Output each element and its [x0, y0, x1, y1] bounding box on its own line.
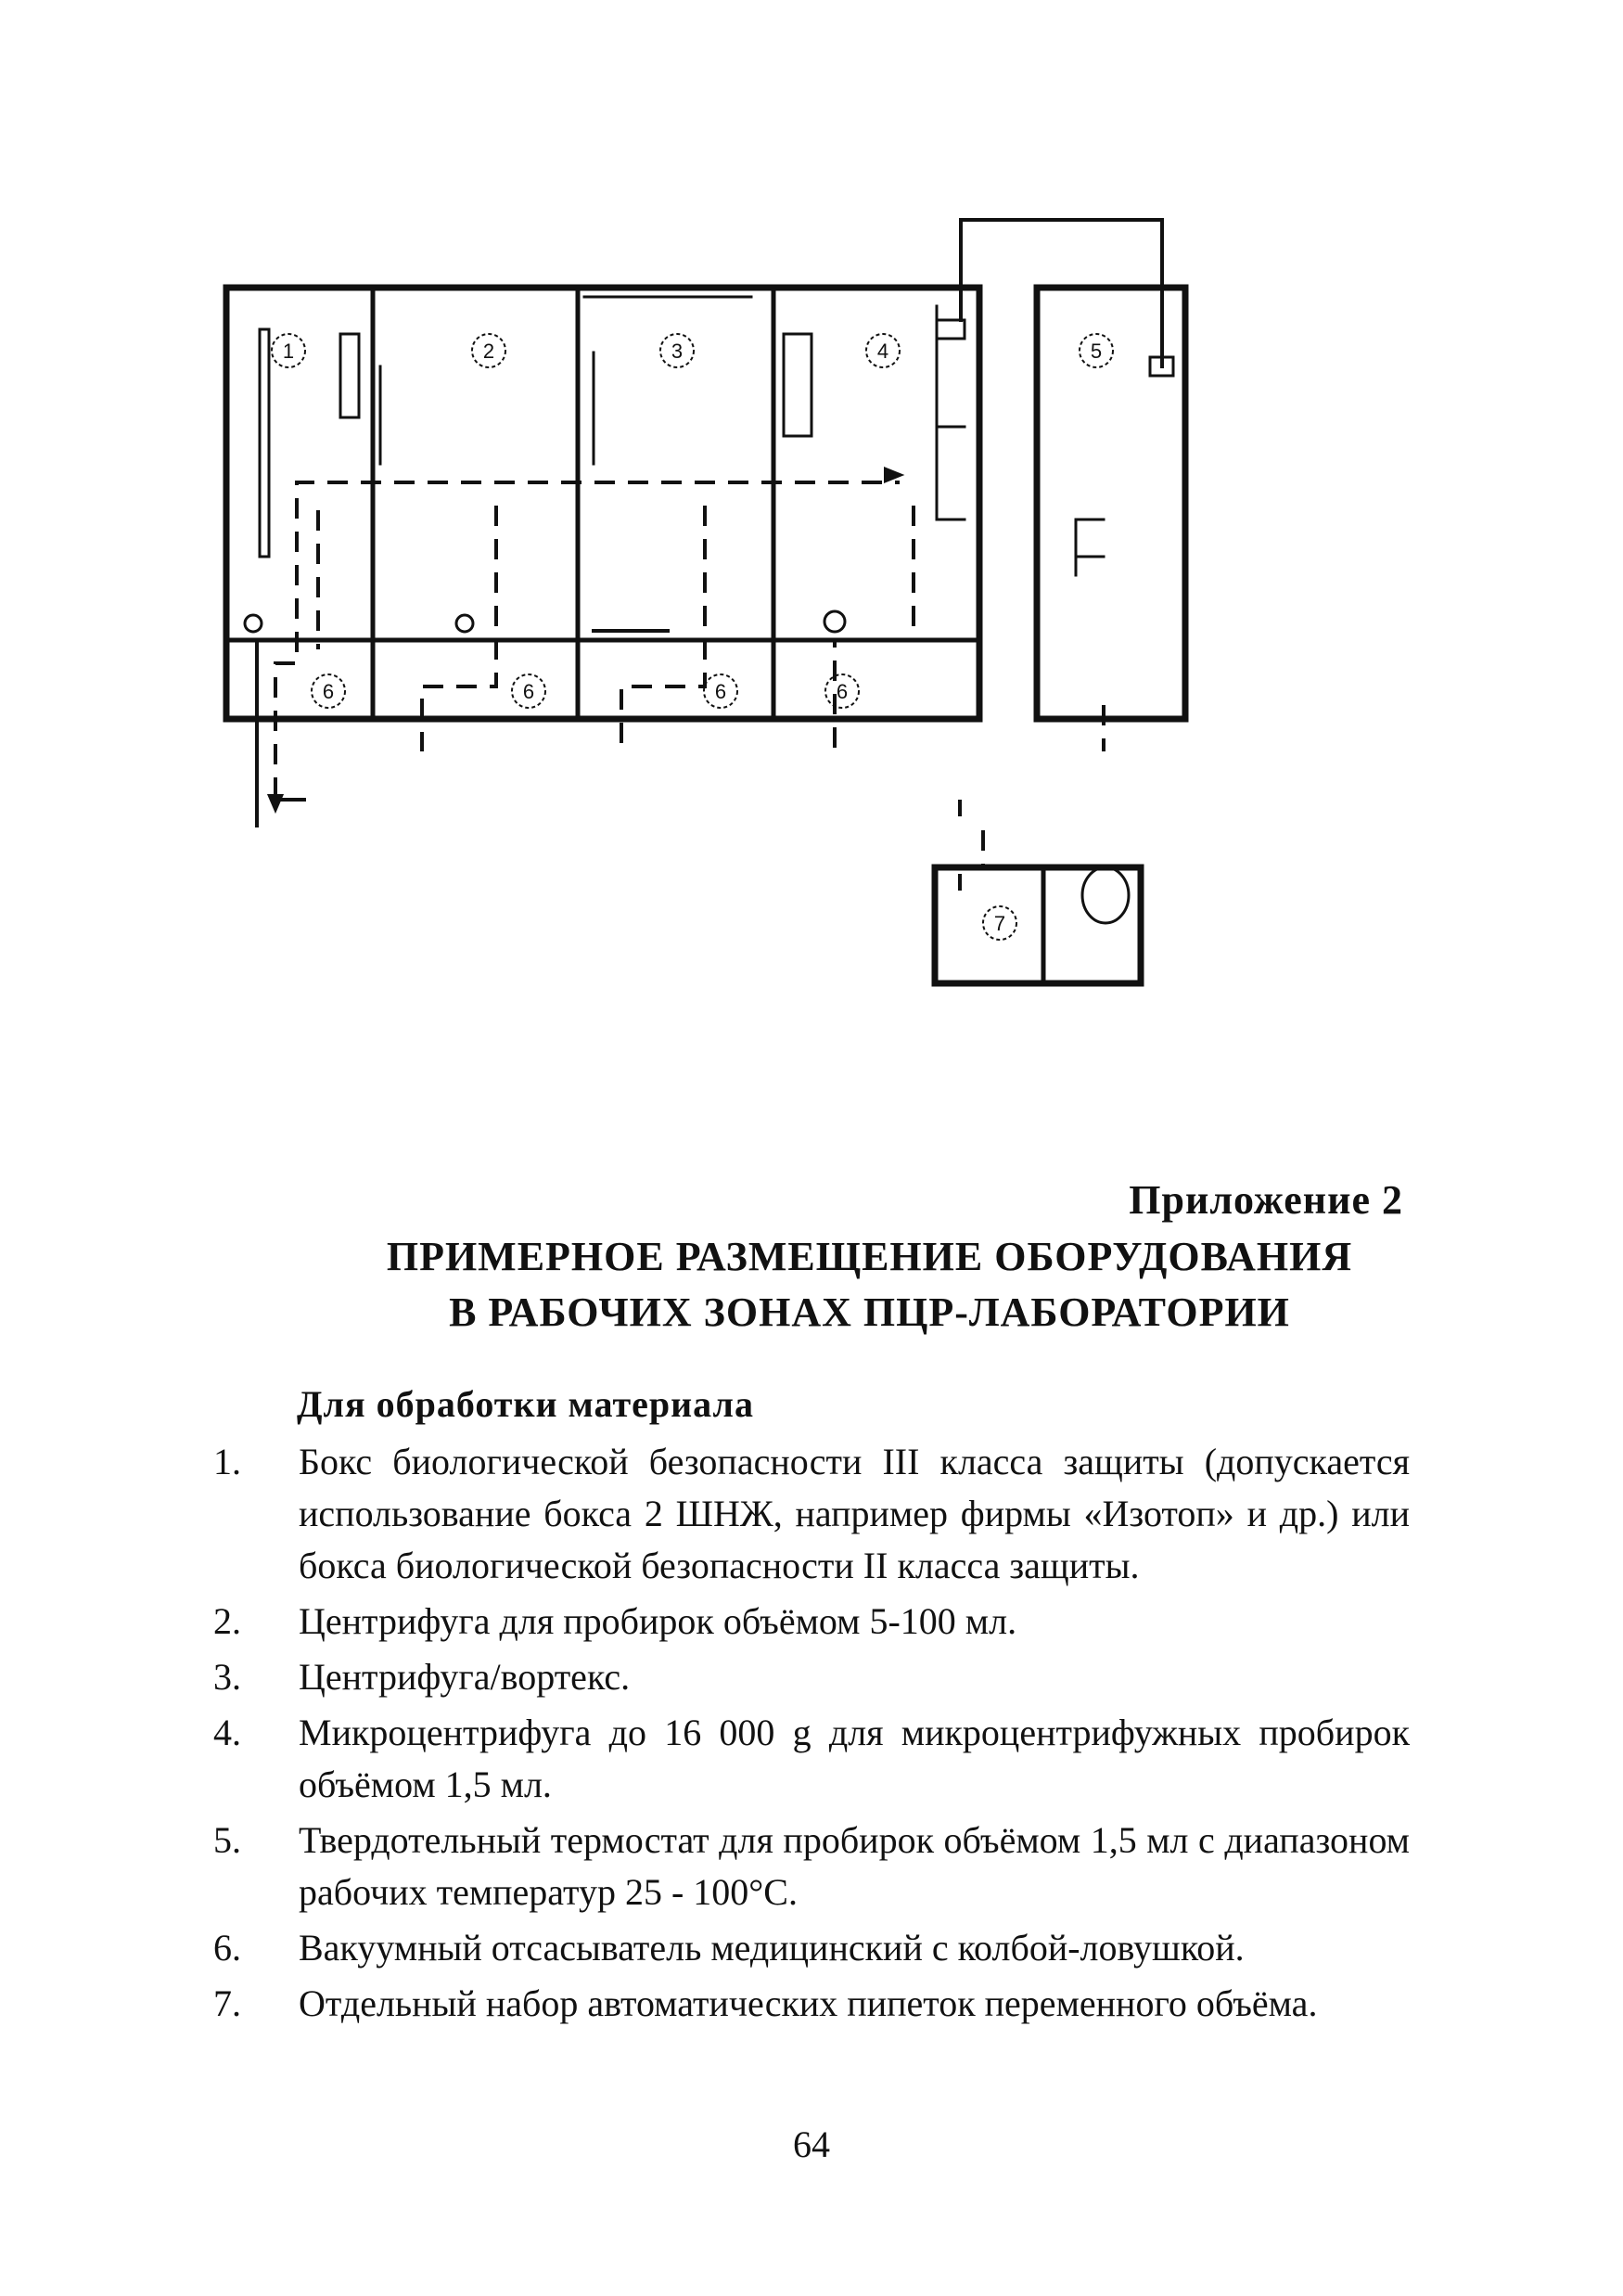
floor-plan-diagram [0, 0, 1623, 1048]
vestibule-2-label: 6 [522, 680, 535, 703]
room-7-outline [935, 867, 1141, 983]
room-3-label: 3 [671, 340, 684, 363]
vestibule-1-label: 6 [322, 680, 335, 703]
room-1-label: 1 [282, 340, 295, 363]
item-number: 4. [213, 1712, 241, 1753]
page-number: 64 [793, 2123, 830, 2165]
item-text: Микроцентрифуга до 16 000 g для микроцентрифужных пробирок объёмом 1,5 мл. [299, 1712, 1410, 1805]
item-text: Центрифуга/вортекс. [299, 1656, 631, 1698]
list-item [213, 1815, 1410, 1918]
item-number: 5. [213, 1819, 241, 1861]
appendix-label: Приложение 2 [1129, 1177, 1403, 1223]
title-line: В РАБОЧИХ ЗОНАХ ПЦР-ЛАБОРАТОРИИ [449, 1289, 1290, 1335]
room-2-label: 2 [482, 340, 495, 363]
list-item [213, 1922, 1410, 1974]
item-number: 2. [213, 1600, 241, 1642]
title-line: ПРИМЕРНОЕ РАЗМЕЩЕНИЕ ОБОРУДОВАНИЯ [386, 1234, 1353, 1279]
item-number: 6. [213, 1927, 241, 1969]
equipment-list [213, 1436, 1410, 2033]
item-text: Бокс биологической безопасности III класса защиты (допускается использование бокса 2 ШНЖ, например фирмы «Изотоп» и др.) или бокса биологической безопасности II класса защиты. [299, 1441, 1410, 1586]
item-number: 7. [213, 1982, 241, 2024]
item-text: Твердотельный термостат для пробирок объёмом 1,5 мл с диапазоном рабочих температур 25 - 100°С. [299, 1819, 1410, 1913]
item-number: 1. [213, 1441, 241, 1482]
section-subheading: Для обработки материала [297, 1383, 754, 1425]
vestibule-4-label: 6 [836, 680, 849, 703]
item-number: 3. [213, 1656, 241, 1698]
item-text: Центрифуга для пробирок объёмом 5-100 мл. [299, 1600, 1017, 1642]
page-title [0, 1229, 1623, 1340]
list-item [213, 1707, 1410, 1811]
room-7-label: 7 [993, 912, 1006, 935]
list-item [213, 1436, 1410, 1592]
item-text: Вакуумный отсасыватель медицинский с колбой-ловушкой. [299, 1927, 1245, 1969]
list-item [213, 1651, 1410, 1703]
list-item [213, 1596, 1410, 1648]
vestibule-3-label: 6 [714, 680, 727, 703]
room-5-label: 5 [1090, 340, 1103, 363]
room-4-label: 4 [876, 340, 889, 363]
list-item [213, 1978, 1410, 2030]
item-text: Отдельный набор автоматических пипеток переменного объёма. [299, 1982, 1318, 2024]
